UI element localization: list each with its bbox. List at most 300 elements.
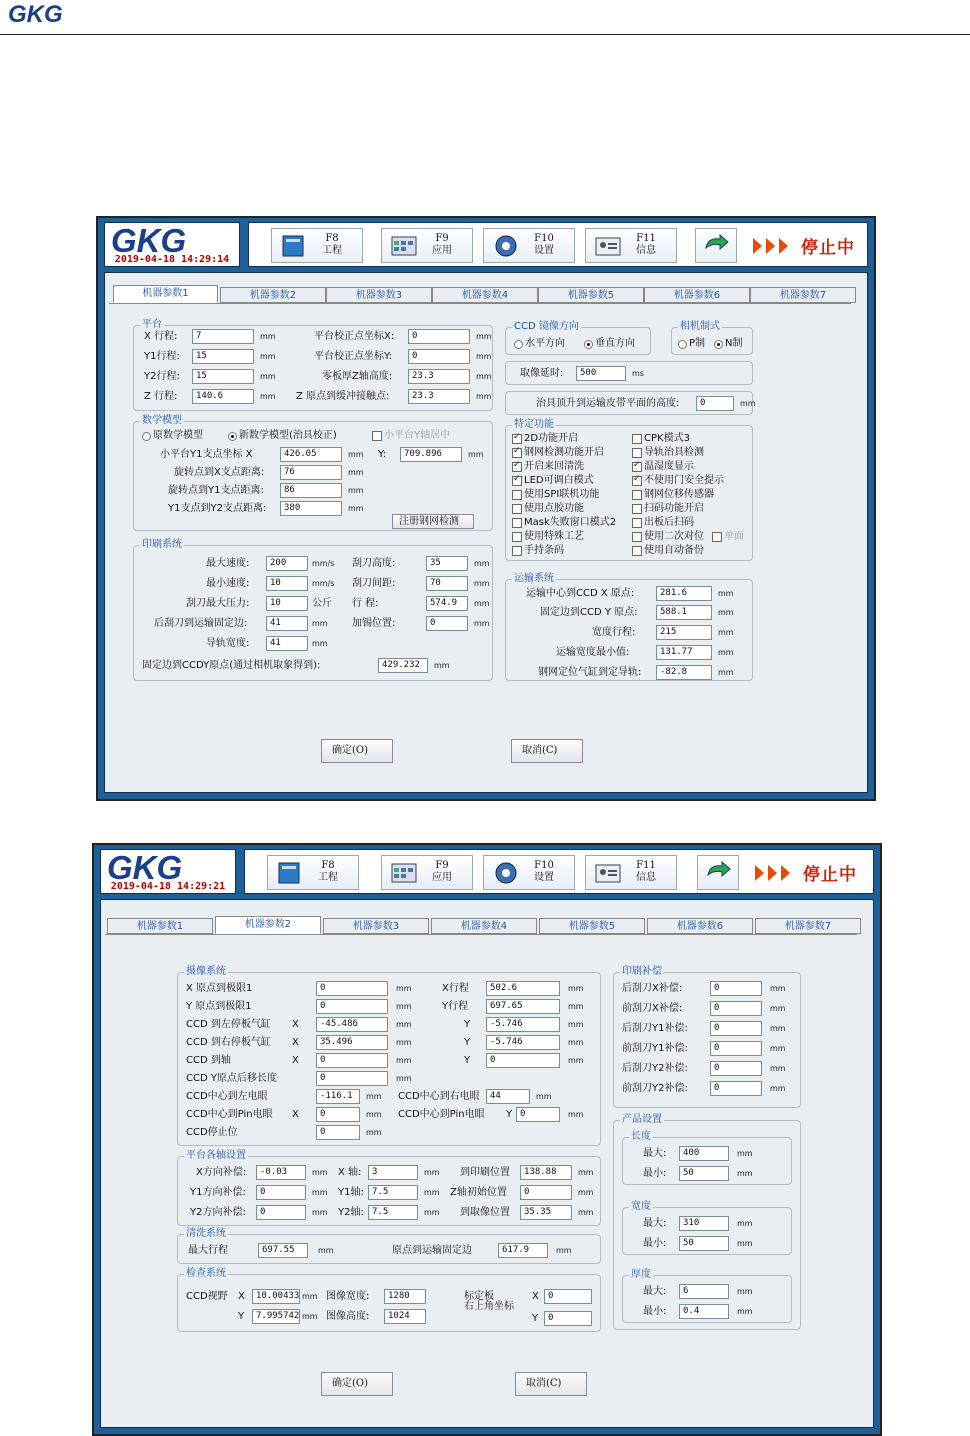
- x-axis-label: X: [532, 1291, 539, 1302]
- unit: mm: [348, 486, 364, 495]
- mask-fail-window-checkbox[interactable]: Mask失败窗口模式2: [512, 516, 616, 529]
- image-height-input[interactable]: 1024: [384, 1309, 426, 1324]
- tab-params-6[interactable]: 机器参数6: [644, 287, 750, 303]
- max-stroke-input[interactable]: 697.55: [258, 1243, 308, 1258]
- svg-text:GKG: GKG: [8, 2, 63, 26]
- unit: mm: [770, 984, 786, 993]
- y2-stroke-input[interactable]: 15: [192, 369, 254, 384]
- single-side-checkbox[interactable]: 单面: [712, 530, 744, 543]
- rail-width-label: 导轨宽度:: [206, 638, 250, 649]
- z-origin-input[interactable]: 23.3: [408, 389, 470, 404]
- front-y1-comp-label: 前刮刀Y1补偿:: [622, 1043, 688, 1054]
- unit: mm: [737, 1287, 753, 1296]
- y1-y2-input[interactable]: 380: [280, 501, 342, 516]
- n-system-radio[interactable]: N制: [714, 337, 742, 350]
- x-axis-label: X: [238, 1291, 245, 1302]
- y-origin-input[interactable]: 0: [316, 999, 388, 1014]
- f8-project-button[interactable]: [271, 228, 363, 263]
- unit: mm: [770, 1044, 786, 1053]
- min-label: 最小:: [643, 1168, 667, 1179]
- top-bar: [98, 218, 874, 268]
- tab-params-5[interactable]: 机器参数5: [539, 918, 645, 934]
- unit: mm: [260, 352, 276, 361]
- jig-height-label: 治具顶升到运输皮带平面的高度:: [536, 398, 680, 409]
- unit: mm: [474, 579, 490, 588]
- rear-x-comp-input[interactable]: 0: [710, 981, 762, 996]
- unit: mm: [770, 1084, 786, 1093]
- y-stroke-input[interactable]: 697.65: [486, 999, 560, 1014]
- y-axis-label: Y: [464, 1019, 471, 1030]
- button-label: 信息: [636, 872, 656, 883]
- unit: mm: [578, 1168, 594, 1177]
- fov-x-input[interactable]: 10.00433: [252, 1289, 300, 1304]
- gkg-logo: [107, 852, 231, 882]
- spi-link-checkbox[interactable]: 使用SPI联机功能: [512, 488, 599, 501]
- unit: mm: [718, 668, 734, 677]
- stroke-input[interactable]: 574.9: [426, 596, 468, 611]
- unit: mm: [568, 984, 584, 993]
- ccd-axis-y-input[interactable]: 0: [486, 1053, 560, 1068]
- x-axis-label: X: [292, 1055, 299, 1066]
- unit: mm: [424, 1208, 440, 1217]
- button-label: 设置: [534, 245, 554, 256]
- x-axis-label: X: [292, 1037, 299, 1048]
- camera-type-group: [671, 321, 753, 355]
- button-label: 工程: [318, 872, 338, 883]
- unit: mm: [568, 1038, 584, 1047]
- f11-info-button[interactable]: [585, 855, 677, 890]
- unit: mm: [536, 1092, 552, 1101]
- unit: mm: [568, 1110, 584, 1119]
- tab-params-3[interactable]: 机器参数3: [323, 918, 429, 934]
- rear-y2-comp-input[interactable]: 0: [710, 1061, 762, 1076]
- y1-comp-input[interactable]: 0: [256, 1185, 306, 1200]
- func-2d-checkbox[interactable]: 2D功能开启 ✓: [512, 432, 578, 445]
- toolbar: [244, 849, 874, 894]
- f10-settings-button[interactable]: [483, 228, 575, 263]
- unit: mm: [366, 1110, 382, 1119]
- unit: mm: [737, 1149, 753, 1158]
- x-stroke-input[interactable]: 502.6: [486, 981, 560, 996]
- vertical-radio[interactable]: 垂直方向: [584, 337, 635, 350]
- y1-stroke-input[interactable]: 15: [192, 349, 254, 364]
- second-align-checkbox[interactable]: 使用二次对位: [632, 530, 704, 543]
- y2-axis-step-input[interactable]: 7.5: [368, 1205, 418, 1220]
- project-icon: [276, 861, 304, 885]
- key-label: F11: [636, 860, 656, 871]
- x-axis-step-label: X 轴:: [338, 1167, 362, 1178]
- key-label: F8: [321, 860, 335, 871]
- y-stroke-label: Y行程: [442, 1001, 469, 1012]
- unit: mm: [312, 639, 328, 648]
- unit: mm: [312, 1168, 328, 1177]
- key-label: F9: [435, 860, 449, 871]
- unit: mm: [312, 1188, 328, 1197]
- center-ccd-x-input[interactable]: 281.6: [656, 586, 712, 601]
- unit: mm: [476, 392, 492, 401]
- unit: mm: [434, 661, 450, 670]
- print-system-group: [133, 539, 493, 681]
- thickness-max-input[interactable]: 6: [679, 1284, 729, 1299]
- button-label: 设置: [534, 872, 554, 883]
- fov-y-input[interactable]: 7.995742: [252, 1309, 300, 1324]
- to-capture-pos-input[interactable]: 35.35: [520, 1205, 572, 1220]
- rail-width-input[interactable]: 41: [266, 636, 308, 651]
- y1-axis-step-input[interactable]: 7.5: [368, 1185, 418, 1200]
- gkg-logo: [111, 225, 235, 255]
- blade-gap-input[interactable]: 70: [426, 576, 468, 591]
- scan-enable-checkbox[interactable]: 扫码功能开启: [632, 502, 704, 515]
- cpk-mode-checkbox[interactable]: CPK模式3: [632, 432, 690, 445]
- ccd-pin-eye-2-label: CCD中心到Pin电眼: [398, 1109, 485, 1120]
- group-title: 特定功能: [514, 419, 554, 430]
- header-rule: [0, 34, 970, 35]
- z-stroke-input[interactable]: 140.6: [192, 389, 254, 404]
- stencil-cylinder-label: 钢网定位气缸到定导轨:: [538, 667, 642, 678]
- unit: mm: [737, 1307, 753, 1316]
- unit: mm: [718, 648, 734, 657]
- subgroup-title: 长度: [631, 1131, 651, 1142]
- cleaning-system-group: [177, 1228, 601, 1264]
- gear-icon: [492, 861, 520, 885]
- x-origin-label: X 原点到极限1: [186, 983, 253, 994]
- front-x-comp-input[interactable]: 0: [710, 1001, 762, 1016]
- led-white-mode-checkbox[interactable]: LED可调白模式 ✓: [512, 474, 594, 487]
- group-title: 摄像系统: [186, 966, 226, 977]
- no-door-safety-checkbox[interactable]: 不使用门安全提示 ✓: [632, 474, 724, 487]
- unit: mm/s: [312, 559, 335, 568]
- length-min-input[interactable]: 50: [679, 1166, 729, 1181]
- unit: mm: [737, 1169, 753, 1178]
- fix-ccd-y-origin-label: 固定边到CCD Y 原点:: [540, 607, 638, 618]
- original-model-radio[interactable]: 原数学模型: [142, 429, 203, 442]
- to-print-pos-input[interactable]: 138.88: [520, 1165, 572, 1180]
- ccd-stop-label: CCD停止位: [186, 1127, 238, 1138]
- origin-fix-edge-label: 原点到运输固定边: [392, 1245, 472, 1256]
- machine-status: 停止中: [803, 865, 857, 885]
- tab-bar: [109, 287, 851, 303]
- tab-params-2[interactable]: 机器参数2: [215, 916, 321, 934]
- dispense-checkbox[interactable]: 使用点胶功能: [512, 502, 584, 515]
- unit: mm: [396, 984, 412, 993]
- camera-system-group: [177, 966, 601, 1146]
- thickness-min-input[interactable]: 0.4: [679, 1304, 729, 1319]
- fix-ccd-y-input[interactable]: 429.232: [378, 658, 428, 673]
- ccd-left-eye-input[interactable]: -116.1: [316, 1089, 360, 1104]
- max-speed-label: 最大速度:: [206, 558, 250, 569]
- f10-settings-button[interactable]: [483, 855, 575, 890]
- max-label: 最大:: [643, 1286, 667, 1297]
- ccd-y-back-label: CCD Y原点后移长度: [186, 1073, 277, 1084]
- unit: ms: [632, 369, 644, 378]
- rear-blade-fix-label: 后刮刀到运输固定边:: [154, 618, 248, 629]
- f9-application-button[interactable]: [381, 855, 473, 890]
- x-origin-input[interactable]: 0: [316, 981, 388, 996]
- y1-pivot-label: 小平台Y1支点坐标 X: [160, 449, 253, 460]
- width-stroke-input[interactable]: 215: [656, 625, 712, 640]
- inspection-system-group: [177, 1268, 601, 1332]
- tab-params-7[interactable]: 机器参数7: [750, 287, 856, 303]
- min-width-label: 运输宽度最小值:: [556, 647, 630, 658]
- auto-backup-checkbox[interactable]: 使用自动备份: [632, 544, 704, 557]
- unit: mm: [476, 372, 492, 381]
- zero-z-label: 零板厚Z轴高度:: [322, 371, 393, 382]
- p-system-radio[interactable]: P制: [678, 337, 705, 350]
- unit: mm: [396, 1074, 412, 1083]
- y1-comp-label: Y1方向补偿:: [190, 1187, 246, 1198]
- rear-x-comp-label: 后刮刀X补偿:: [622, 983, 683, 994]
- temp-humidity-checkbox[interactable]: 温湿度显示 ✓: [632, 460, 694, 473]
- ccd-y-back-input[interactable]: 0: [316, 1071, 388, 1086]
- unit: mm: [476, 352, 492, 361]
- jig-height-input[interactable]: 0: [696, 396, 734, 411]
- z-init-pos-input[interactable]: 0: [520, 1185, 572, 1200]
- unit: mm: [312, 619, 328, 628]
- button-label: 工程: [322, 245, 342, 256]
- front-y1-comp-input[interactable]: 0: [710, 1041, 762, 1056]
- tab-underline: [105, 934, 857, 935]
- project-icon: [280, 234, 308, 258]
- tab-params-6[interactable]: 机器参数6: [647, 918, 753, 934]
- tab-params-4[interactable]: 机器参数4: [432, 287, 538, 303]
- origin-fix-edge-input[interactable]: 617.9: [498, 1243, 548, 1258]
- min-width-input[interactable]: 131.77: [656, 645, 712, 660]
- x-comp-label: X方向补偿:: [196, 1167, 247, 1178]
- thickness-subgroup: [622, 1269, 792, 1323]
- unit: mm: [556, 1246, 572, 1255]
- application-grid-icon: [390, 861, 418, 885]
- tab-underline: [109, 303, 851, 304]
- y1-stroke-label: Y1行程:: [144, 351, 180, 362]
- front-y2-comp-input[interactable]: 0: [710, 1081, 762, 1096]
- y-label: Y:: [378, 449, 387, 460]
- blade-gap-label: 刮刀间距:: [352, 578, 396, 589]
- width-min-input[interactable]: 50: [679, 1236, 729, 1251]
- ccd-pin-eye-x-input[interactable]: 0: [316, 1107, 360, 1122]
- cal-x-input[interactable]: 0: [408, 329, 470, 344]
- cancel-button[interactable]: 取消(C): [515, 1372, 587, 1396]
- top-right-coord-label: 右上角坐标: [464, 1301, 514, 1312]
- group-title: 检查系统: [186, 1268, 226, 1279]
- y2-stroke-label: Y2行程:: [144, 371, 180, 382]
- ccd-axis-label: CCD 到轴: [186, 1055, 231, 1066]
- unit: mm: [348, 504, 364, 513]
- length-max-input[interactable]: 400: [679, 1146, 729, 1161]
- unit: mm: [396, 1020, 412, 1029]
- stencil-cylinder-input[interactable]: -82.8: [656, 665, 712, 680]
- ccd-right-stop-x-input[interactable]: 35.496: [316, 1035, 388, 1050]
- x-axis-step-input[interactable]: 3: [368, 1165, 418, 1180]
- application-grid-icon: [390, 234, 418, 258]
- toolbar: [248, 222, 868, 267]
- key-label: F11: [636, 233, 656, 244]
- x-comp-input[interactable]: -0.03: [256, 1165, 306, 1180]
- play-arrows-icon: [755, 864, 797, 882]
- unit: mm: [348, 450, 364, 459]
- unit: mm: [302, 1312, 318, 1321]
- rot-x-input[interactable]: 76: [280, 465, 342, 480]
- min-label: 最小:: [643, 1238, 667, 1249]
- unit: mm: [424, 1168, 440, 1177]
- unit: mm: [770, 1004, 786, 1013]
- machine-params-window-1: [96, 216, 876, 801]
- width-max-input[interactable]: 310: [679, 1216, 729, 1231]
- unit: mm: [474, 599, 490, 608]
- y2-comp-input[interactable]: 0: [256, 1205, 306, 1220]
- capture-delay-group: [505, 361, 753, 385]
- new-model-radio[interactable]: 新数学模型(治具校正): [228, 429, 337, 442]
- calibration-board-label: 标定板: [464, 1291, 494, 1302]
- group-title: 数学模型: [142, 415, 182, 426]
- y1-axis-step-label: Y1轴:: [338, 1187, 364, 1198]
- y-origin-label: Y 原点到极限1: [186, 1001, 252, 1012]
- machine-status: 停止中: [801, 238, 855, 258]
- green-return-arrow-icon: [702, 234, 730, 258]
- round-trip-clean-checkbox[interactable]: 开启来回清洗 ✓: [512, 460, 584, 473]
- group-title: 清洗系统: [186, 1228, 226, 1239]
- y-axis-label: Y: [464, 1055, 471, 1066]
- y-axis-label: Y: [506, 1109, 513, 1120]
- return-button[interactable]: [697, 855, 739, 890]
- rear-blade-fix-input[interactable]: 41: [266, 616, 308, 631]
- ccd-right-eye-input[interactable]: 44: [486, 1089, 530, 1104]
- to-print-pos-label: 到印刷位置: [460, 1167, 510, 1178]
- unit: mm: [770, 1064, 786, 1073]
- y1-pivot-y-input[interactable]: 709.896: [400, 447, 462, 462]
- tab-params-5[interactable]: 机器参数5: [538, 287, 644, 303]
- unit: mm: [318, 1246, 334, 1255]
- cal-board-y-input[interactable]: 0: [544, 1311, 592, 1326]
- small-platform-center-checkbox[interactable]: 小平台Y轴居中: [372, 429, 450, 442]
- tab-params-3[interactable]: 机器参数3: [326, 287, 432, 303]
- info-card-icon: [594, 234, 622, 258]
- ccd-right-stop-y-input[interactable]: -5.746: [486, 1035, 560, 1050]
- unit: 公斤: [312, 598, 332, 609]
- register-stencil-check-button[interactable]: 注册钢网检测: [392, 514, 474, 529]
- max-pressure-label: 刮刀最大压力:: [186, 598, 250, 609]
- image-width-label: 图像宽度:: [326, 1291, 370, 1302]
- platform-axis-group: [177, 1150, 601, 1226]
- ccd-left-stop-label: CCD 到左停板气缸: [186, 1019, 271, 1030]
- to-capture-pos-label: 到取像位置: [460, 1207, 510, 1218]
- y2-axis-step-label: Y2轴:: [338, 1207, 364, 1218]
- unit: mm: [396, 1002, 412, 1011]
- f9-application-button[interactable]: [381, 228, 473, 263]
- ccd-right-stop-label: CCD 到右停板气缸: [186, 1037, 271, 1048]
- max-label: 最大:: [643, 1218, 667, 1229]
- max-speed-input[interactable]: 200: [266, 556, 308, 571]
- cal-board-x-input[interactable]: 0: [544, 1289, 592, 1304]
- tab-params-1[interactable]: 机器参数1: [107, 918, 213, 934]
- ccd-left-stop-x-input[interactable]: -45.486: [316, 1017, 388, 1032]
- tab-params-1[interactable]: 机器参数1: [113, 285, 218, 303]
- scan-after-output-checkbox[interactable]: 出板后扫码: [632, 516, 694, 529]
- unit: mm: [260, 372, 276, 381]
- play-arrows-icon: [753, 237, 795, 255]
- horizontal-radio[interactable]: 水平方向: [514, 337, 565, 350]
- unit: mm: [568, 1056, 584, 1065]
- params-body: [104, 272, 868, 793]
- key-label: F9: [435, 233, 449, 244]
- cal-x-label: 平台校正点坐标X:: [314, 331, 395, 342]
- blade-height-input[interactable]: 35: [426, 556, 468, 571]
- min-speed-label: 最小速度:: [206, 578, 250, 589]
- ok-button[interactable]: 确定(O): [321, 739, 393, 763]
- top-bar: [94, 845, 880, 895]
- max-pressure-input[interactable]: 10: [266, 596, 308, 611]
- rear-y1-comp-input[interactable]: 0: [710, 1021, 762, 1036]
- add-solder-pos-input[interactable]: 0: [426, 616, 468, 631]
- capture-delay-input[interactable]: 500: [576, 366, 626, 381]
- tab-params-2[interactable]: 机器参数2: [220, 287, 326, 303]
- ccd-left-stop-y-input[interactable]: -5.746: [486, 1017, 560, 1032]
- unit: mm: [302, 1292, 318, 1301]
- group-title: 产品设置: [622, 1114, 662, 1125]
- stencil-detect-checkbox[interactable]: 钢网检测功能开启 ✓: [512, 446, 604, 459]
- f11-info-button[interactable]: [585, 228, 677, 263]
- rot-y1-input[interactable]: 86: [280, 483, 342, 498]
- y1-pivot-x-input[interactable]: 426.05: [280, 447, 342, 462]
- stencil-displacement-checkbox[interactable]: 钢网位移传感器: [632, 488, 714, 501]
- min-speed-input[interactable]: 10: [266, 576, 308, 591]
- max-label: 最大:: [643, 1148, 667, 1159]
- group-title: 平台: [142, 319, 162, 330]
- ccd-axis-x-input[interactable]: 0: [316, 1053, 388, 1068]
- unit: mm: [366, 1128, 382, 1137]
- special-functions-group: [505, 419, 753, 561]
- rot-y1-label: 旋转点到Y1支点距离:: [168, 485, 264, 496]
- front-x-comp-label: 前刮刀X补偿:: [622, 1003, 683, 1014]
- cal-y-input[interactable]: 0: [408, 349, 470, 364]
- button-label: 应用: [432, 245, 452, 256]
- handheld-barcode-checkbox[interactable]: 手持条码: [512, 544, 564, 557]
- rear-y1-comp-label: 后刮刀Y1补偿:: [622, 1023, 688, 1034]
- green-return-arrow-icon: [704, 861, 732, 885]
- image-width-input[interactable]: 1280: [384, 1289, 426, 1304]
- ccd-stop-input[interactable]: 0: [316, 1125, 360, 1140]
- svg-text:GKG: GKG: [111, 225, 187, 255]
- params-body: [100, 899, 874, 1428]
- unit: mm: [312, 1208, 328, 1217]
- unit: mm: [718, 608, 734, 617]
- rot-x-label: 旋转点到X支点距离:: [174, 467, 265, 478]
- button-label: 信息: [636, 245, 656, 256]
- zero-z-input[interactable]: 23.3: [408, 369, 470, 384]
- ok-button[interactable]: 确定(O): [321, 1372, 393, 1396]
- svg-text:GKG: GKG: [107, 852, 183, 882]
- y-axis-label: Y: [532, 1313, 539, 1324]
- unit: mm: [260, 332, 276, 341]
- cancel-button[interactable]: 取消(C): [511, 739, 583, 763]
- tab-params-4[interactable]: 机器参数4: [431, 918, 537, 934]
- y-axis-label: Y: [464, 1037, 471, 1048]
- stroke-label: 行 程:: [352, 598, 379, 609]
- fix-ccd-y-origin-input[interactable]: 588.1: [656, 605, 712, 620]
- special-process-checkbox[interactable]: 使用特殊工艺: [512, 530, 584, 543]
- unit: mm: [568, 1002, 584, 1011]
- group-title: 平台各轴设置: [186, 1150, 246, 1161]
- return-button[interactable]: [695, 228, 737, 263]
- width-stroke-label: 宽度行程:: [592, 627, 636, 638]
- logo-box: [100, 849, 236, 894]
- tab-params-7[interactable]: 机器参数7: [755, 918, 861, 934]
- unit: mm: [770, 1024, 786, 1033]
- ccd-pin-eye-y-input[interactable]: 0: [516, 1107, 560, 1122]
- x-stroke-input[interactable]: 7: [192, 329, 254, 344]
- f8-project-button[interactable]: [267, 855, 359, 890]
- rail-jig-detect-checkbox[interactable]: 导轨治具检测: [632, 446, 704, 459]
- jig-height-group: [505, 391, 756, 415]
